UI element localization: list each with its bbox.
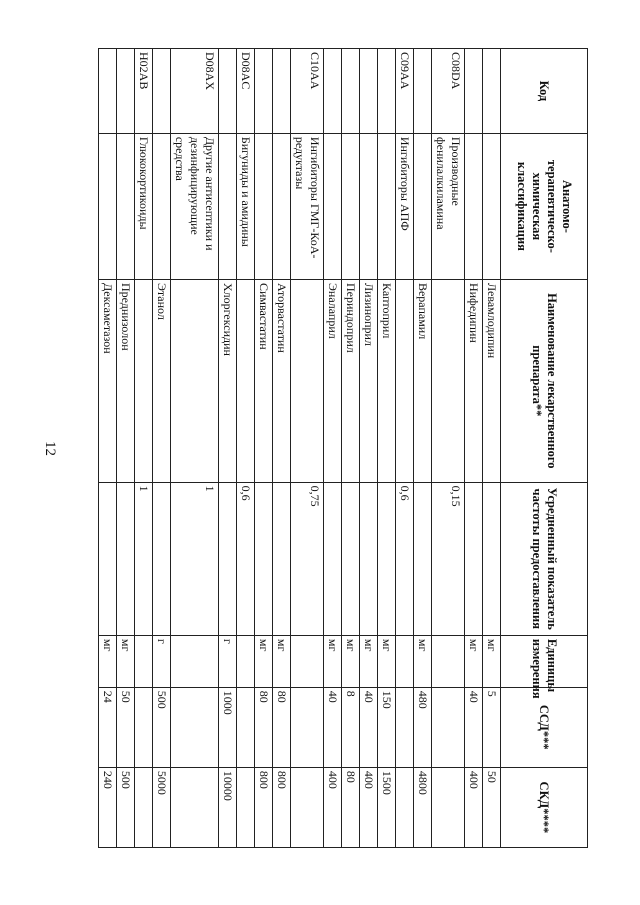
table-row [483, 49, 501, 848]
skd-cell: 10000 [219, 767, 237, 847]
code-cell: C08DA [432, 49, 465, 134]
atc-cell [342, 133, 360, 279]
table-row [465, 49, 483, 848]
drug-name-cell: Дексаметазон [99, 279, 117, 482]
units-cell: мг [483, 635, 501, 687]
units-cell [396, 635, 414, 687]
table-row [291, 49, 324, 848]
skd-cell [396, 767, 414, 847]
atc-cell [360, 133, 378, 279]
code-cell [273, 49, 291, 134]
ssd-cell [171, 687, 219, 767]
table-row [153, 49, 171, 848]
atc-cell [219, 133, 237, 279]
frequency-cell [324, 482, 342, 635]
units-cell: мг [273, 635, 291, 687]
drug-table [98, 48, 588, 848]
table-row [414, 49, 432, 848]
table-row [255, 49, 273, 848]
skd-cell [171, 767, 219, 847]
code-cell [360, 49, 378, 134]
ssd-cell [396, 687, 414, 767]
ssd-cell: 480 [414, 687, 432, 767]
skd-cell: 240 [99, 767, 117, 847]
table-row [324, 49, 342, 848]
drug-name-cell: Аторвастатин [273, 279, 291, 482]
skd-cell: 500 [117, 767, 135, 847]
atc-cell [414, 133, 432, 279]
header-units: Единицы измерения [501, 635, 588, 687]
drug-name-cell [237, 279, 255, 482]
units-cell: мг [99, 635, 117, 687]
atc-cell: Другие антисептики и дезинфицирующие средства [171, 133, 219, 279]
units-cell: мг [255, 635, 273, 687]
skd-cell: 1500 [378, 767, 396, 847]
header-row [501, 49, 588, 848]
frequency-cell [342, 482, 360, 635]
atc-cell [255, 133, 273, 279]
skd-cell [432, 767, 465, 847]
frequency-cell [414, 482, 432, 635]
rotated-table-container [98, 48, 588, 848]
skd-cell: 400 [324, 767, 342, 847]
ssd-cell [291, 687, 324, 767]
frequency-cell [99, 482, 117, 635]
units-cell: мг [324, 635, 342, 687]
code-cell: H02AB [135, 49, 153, 134]
table-row [396, 49, 414, 848]
drug-name-cell [432, 279, 465, 482]
skd-cell: 50 [483, 767, 501, 847]
units-cell: г [219, 635, 237, 687]
frequency-cell [255, 482, 273, 635]
atc-cell [99, 133, 117, 279]
frequency-cell: 0,15 [432, 482, 465, 635]
ssd-cell [237, 687, 255, 767]
skd-cell: 800 [273, 767, 291, 847]
table-body [99, 49, 501, 848]
drug-name-cell: Верапамил [414, 279, 432, 482]
drug-name-cell: Нифедипин [465, 279, 483, 482]
frequency-cell [117, 482, 135, 635]
frequency-cell [273, 482, 291, 635]
atc-cell: Ингибиторы ГМГ-КоА-редуктазы [291, 133, 324, 279]
units-cell: мг [465, 635, 483, 687]
header-drug-name: Наименование лекарственного препарата** [501, 279, 588, 482]
header-code: Код [501, 49, 588, 134]
drug-name-cell: Каптоприл [378, 279, 396, 482]
skd-cell: 400 [465, 767, 483, 847]
table-row [342, 49, 360, 848]
page-number: 12 [42, 441, 58, 456]
frequency-cell: 1 [135, 482, 153, 635]
skd-cell: 4800 [414, 767, 432, 847]
atc-cell: Ингибиторы АПФ [396, 133, 414, 279]
units-cell: мг [414, 635, 432, 687]
units-cell [291, 635, 324, 687]
code-cell [414, 49, 432, 134]
drug-name-cell [291, 279, 324, 482]
drug-name-cell: Левамлодипин [483, 279, 501, 482]
ssd-cell: 40 [324, 687, 342, 767]
code-cell: D08AX [171, 49, 219, 134]
drug-name-cell [135, 279, 153, 482]
ssd-cell [432, 687, 465, 767]
ssd-cell: 500 [153, 687, 171, 767]
code-cell: C10AA [291, 49, 324, 134]
skd-cell: 80 [342, 767, 360, 847]
header-atc: Анатомо-терапевтическо-химическая классификация [501, 133, 588, 279]
frequency-cell: 0,75 [291, 482, 324, 635]
ssd-cell: 24 [99, 687, 117, 767]
skd-cell: 5000 [153, 767, 171, 847]
units-cell: мг [378, 635, 396, 687]
code-cell [117, 49, 135, 134]
table-row [237, 49, 255, 848]
code-cell: D08AC [237, 49, 255, 134]
atc-cell: Глюкокортикоиды [135, 133, 153, 279]
table-row [135, 49, 153, 848]
units-cell: мг [342, 635, 360, 687]
table-row [273, 49, 291, 848]
code-cell [219, 49, 237, 134]
units-cell [135, 635, 153, 687]
table-row [360, 49, 378, 848]
ssd-cell [135, 687, 153, 767]
code-cell [342, 49, 360, 134]
ssd-cell: 40 [360, 687, 378, 767]
code-cell [153, 49, 171, 134]
atc-cell: Бигуниды и амидины [237, 133, 255, 279]
frequency-cell: 1 [171, 482, 219, 635]
drug-name-cell: Преднизолон [117, 279, 135, 482]
ssd-cell: 80 [273, 687, 291, 767]
units-cell [237, 635, 255, 687]
atc-cell [273, 133, 291, 279]
code-cell [465, 49, 483, 134]
drug-name-cell: Этанол [153, 279, 171, 482]
units-cell [171, 635, 219, 687]
frequency-cell: 0,6 [396, 482, 414, 635]
atc-cell [465, 133, 483, 279]
code-cell [324, 49, 342, 134]
ssd-cell: 5 [483, 687, 501, 767]
ssd-cell: 1000 [219, 687, 237, 767]
frequency-cell [483, 482, 501, 635]
frequency-cell: 0,6 [237, 482, 255, 635]
drug-name-cell [171, 279, 219, 482]
table-row [432, 49, 465, 848]
drug-name-cell: Хлоргексидин [219, 279, 237, 482]
table-row [171, 49, 219, 848]
atc-cell [324, 133, 342, 279]
atc-cell [117, 133, 135, 279]
code-cell [378, 49, 396, 134]
ssd-cell: 80 [255, 687, 273, 767]
units-cell: г [153, 635, 171, 687]
frequency-cell [153, 482, 171, 635]
drug-name-cell: Симвастатин [255, 279, 273, 482]
frequency-cell [360, 482, 378, 635]
ssd-cell: 40 [465, 687, 483, 767]
header-skd: СКД**** [501, 767, 588, 847]
atc-cell [153, 133, 171, 279]
units-cell: мг [360, 635, 378, 687]
code-cell [483, 49, 501, 134]
ssd-cell: 50 [117, 687, 135, 767]
table-row [219, 49, 237, 848]
code-cell [255, 49, 273, 134]
skd-cell: 400 [360, 767, 378, 847]
drug-name-cell: Периндоприл [342, 279, 360, 482]
atc-cell: Производные фенилалкиламина [432, 133, 465, 279]
skd-cell [291, 767, 324, 847]
units-cell: мг [117, 635, 135, 687]
ssd-cell: 8 [342, 687, 360, 767]
atc-cell [378, 133, 396, 279]
frequency-cell [378, 482, 396, 635]
ssd-cell: 150 [378, 687, 396, 767]
skd-cell: 800 [255, 767, 273, 847]
header-ssd: ССД*** [501, 687, 588, 767]
code-cell: C09AA [396, 49, 414, 134]
table-row [99, 49, 117, 848]
drug-name-cell [396, 279, 414, 482]
header-frequency: Усредненный показатель частоты предоставления [501, 482, 588, 635]
skd-cell [135, 767, 153, 847]
frequency-cell [219, 482, 237, 635]
frequency-cell [465, 482, 483, 635]
table-row [378, 49, 396, 848]
skd-cell [237, 767, 255, 847]
drug-name-cell: Лизиноприл [360, 279, 378, 482]
units-cell [432, 635, 465, 687]
drug-name-cell: Эналаприл [324, 279, 342, 482]
code-cell [99, 49, 117, 134]
atc-cell [483, 133, 501, 279]
table-row [117, 49, 135, 848]
